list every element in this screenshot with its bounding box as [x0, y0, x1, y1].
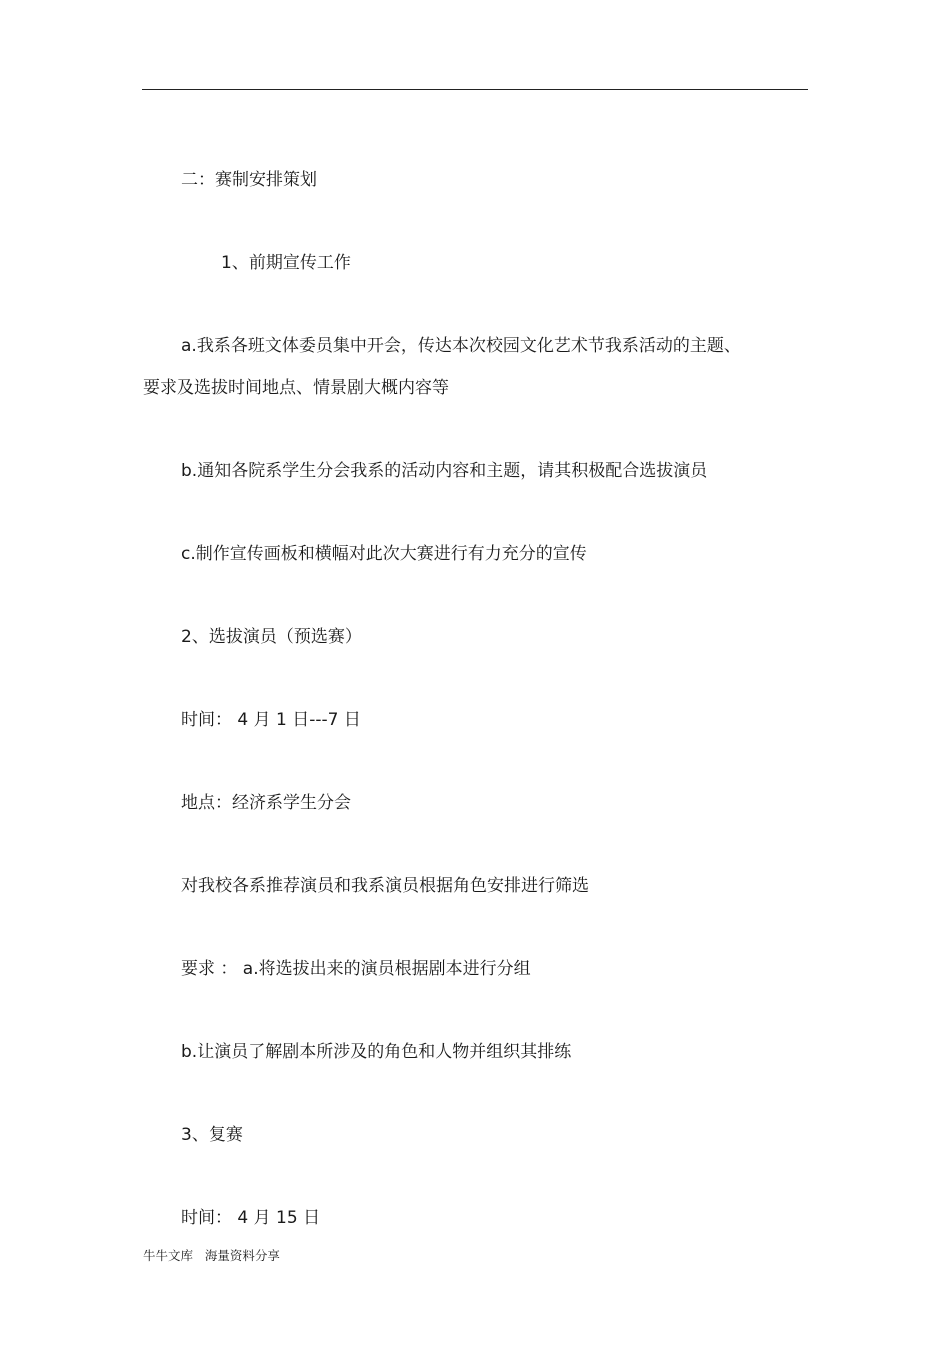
page-footer: 牛牛文库 海量资料分享 — [143, 1248, 280, 1263]
paragraph-line: b.通知各院系学生分会我系的活动内容和主题，请其积极配合选拔演员 — [181, 461, 708, 481]
subsection-heading: 1、前期宣传工作 — [221, 253, 351, 273]
paragraph-line: 要求 ： a.将选拔出来的演员根据剧本进行分组 — [181, 959, 531, 979]
paragraph-line: 时间： 4 月 1 日---7 日 — [181, 710, 361, 730]
paragraph-line: 要求及选拔时间地点、情景剧大概内容等 — [143, 378, 449, 398]
subsection-heading: 3、复赛 — [181, 1125, 243, 1145]
header-rule — [142, 89, 808, 90]
paragraph-line: 时间： 4 月 15 日 — [181, 1208, 321, 1228]
section-heading: 二：赛制安排策划 — [181, 170, 317, 190]
paragraph-line: 对我校各系推荐演员和我系演员根据角色安排进行筛选 — [181, 876, 589, 896]
paragraph-line: a.我系各班文体委员集中开会，传达本次校园文化艺术节我系活动的主题、 — [181, 336, 741, 356]
paragraph-line: b.让演员了解剧本所涉及的角色和人物并组织其排练 — [181, 1042, 572, 1062]
paragraph-line: c.制作宣传画板和横幅对此次大赛进行有力充分的宣传 — [181, 544, 587, 564]
paragraph-line: 地点：经济系学生分会 — [181, 793, 351, 813]
subsection-heading: 2、选拔演员（预选赛） — [181, 627, 362, 647]
